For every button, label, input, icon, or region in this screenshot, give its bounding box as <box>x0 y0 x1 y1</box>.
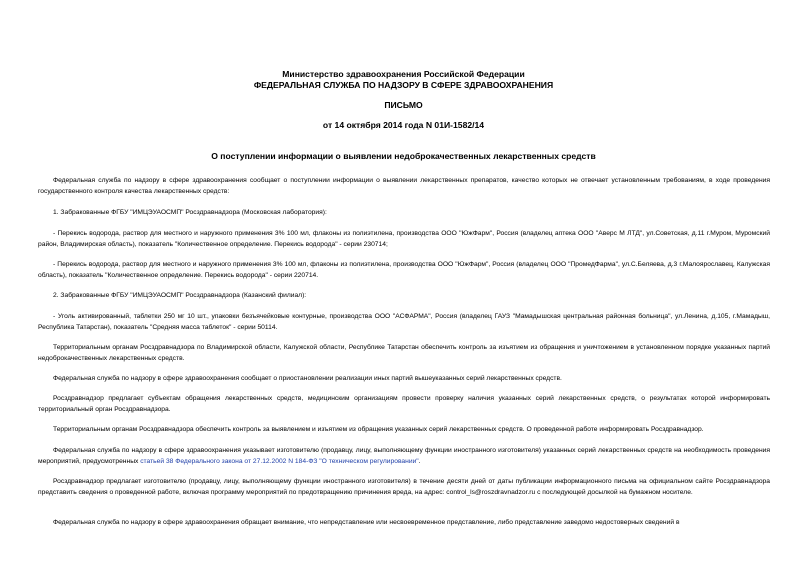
paragraph-text: Федеральная служба по надзору в сфере здравоохранения указывает изготовителю (продавцу, лицу, выполняющему функции иностранного изготовителя) указанных серий лекарственных средств на необходимость проведения мероприятий, предусмотренных <box>38 447 770 465</box>
paragraph-text-end: . <box>418 457 421 465</box>
document-type: ПИСЬМО <box>384 100 423 110</box>
paragraph-withdrawal-control: Территориальным органам Росздравнадзора обеспечить контроль за выявлением и изъятием из обращения указанных серий лекарственных средств. О проведенной работе информировать Росздравнадзор. <box>53 426 704 433</box>
paragraph-suspension: Федеральная служба по надзору в сфере здравоохранения сообщает о приостановлении реализации иных партий вышеуказанных серий лекарственных средств. <box>53 375 562 382</box>
ministry-title: Министерство здравоохранения Российской Федерации <box>282 69 525 79</box>
paragraph-item-3: - Уголь активированный, таблетки 250 мг 10 шт., упаковки безъячейковые контурные, производства ООО "АСФАРМА", Россия (владелец ГАУЗ "Мамадышская центральная районная больница", ул.Ленина, д.105, г.Мамадыш, Республика Татарстан), показатель "Средняя масса таблеток" - серии 50114. <box>38 313 770 331</box>
paragraph-intro: Федеральная служба по надзору в сфере здравоохранения сообщает о поступлении информации о выявлении лекарственных препаратов, качество которых не отвечает установленным требованиям, в ходе проведения государственного контроля качества лекарственных средств: <box>38 177 770 195</box>
service-title: ФЕДЕРАЛЬНАЯ СЛУЖБА ПО НАДЗОРУ В СФЕРЕ ЗДРАВООХРАНЕНИЯ <box>253 80 554 90</box>
paragraph-report-request: Росздравнадзор предлагает изготовителю (продавцу, лицу, выполняющему функции иностранного изготовителя) в течение десяти дней от даты публикации информационного письма на официальном сайте Росздравнадзора представить сведения о проведенной работе, включая программу мероприятий по предотвращению причинения вреда, на адрес: control_ls@roszdravnadzor.ru с последующей досылкой на бумажном носителе. <box>38 478 770 496</box>
paragraph-item-2: - Перекись водорода, раствор для местного и наружного применения 3% 100 мл, флаконы из полиэтилена, производства ООО "ЮжФарм", Россия (владелец ООО "ПромедФарма", ул.С.Беляева, д.3 г.Малоярославец, Калужская область), показатель "Количественное определение. Перекись водорода" - серии 220714. <box>38 261 770 279</box>
paragraph-territorial-control: Территориальным органам Росздравнадзора по Владимирской области, Калужской области, Республике Татарстан обеспечить контроль за изъятием из обращения и уничтожением в установленном порядке указанных партий недоброкачественных лекарственных средств. <box>38 344 770 362</box>
paragraph-moscow-lab: 1. Забракованные ФГБУ "ИМЦЭУАОСМП" Росздравнадзора (Московская лаборатория): <box>53 209 327 216</box>
paragraph-manufacturer-measures <box>38 446 770 467</box>
paragraph-kazan-branch: 2. Забракованные ФГБУ "ИМЦЭУАОСМП" Росздравнадзора (Казанский филиал): <box>53 292 307 299</box>
law-article-link[interactable]: статьей 38 Федерального закона от 27.12.2002 N 184-ФЗ "О техническом регулировании" <box>140 457 419 465</box>
paragraph-check-offer: Росздравнадзор предлагает субъектам обращения лекарственных средств, медицинским организациям провести проверку наличия указанных серий лекарственных средств, о результатах которой информировать территориальный орган Росздравнадзора. <box>38 395 770 413</box>
paragraph-item-1: - Перекись водорода, раствор для местного и наружного применения 3% 100 мл, флаконы из полиэтилена, производства ООО "ЮжФарм", Россия (владелец аптека ООО "Аверс М ЛТД", ул.Советская, д.11 г.Муром, Муромский район, Владимирская область), показатель "Количественное определение. Перекись водорода" - серии 230714; <box>38 230 770 248</box>
document-subject: О поступлении информации о выявлении недоброкачественных лекарственных средств <box>211 151 596 161</box>
paragraph-attention: Федеральная служба по надзору в сфере здравоохранения обращает внимание, что непредставление или несвоевременное представление, либо представление заведомо недостоверных сведений в <box>53 519 680 526</box>
document-date-number: от 14 октября 2014 года N 01И-1582/14 <box>322 120 485 130</box>
